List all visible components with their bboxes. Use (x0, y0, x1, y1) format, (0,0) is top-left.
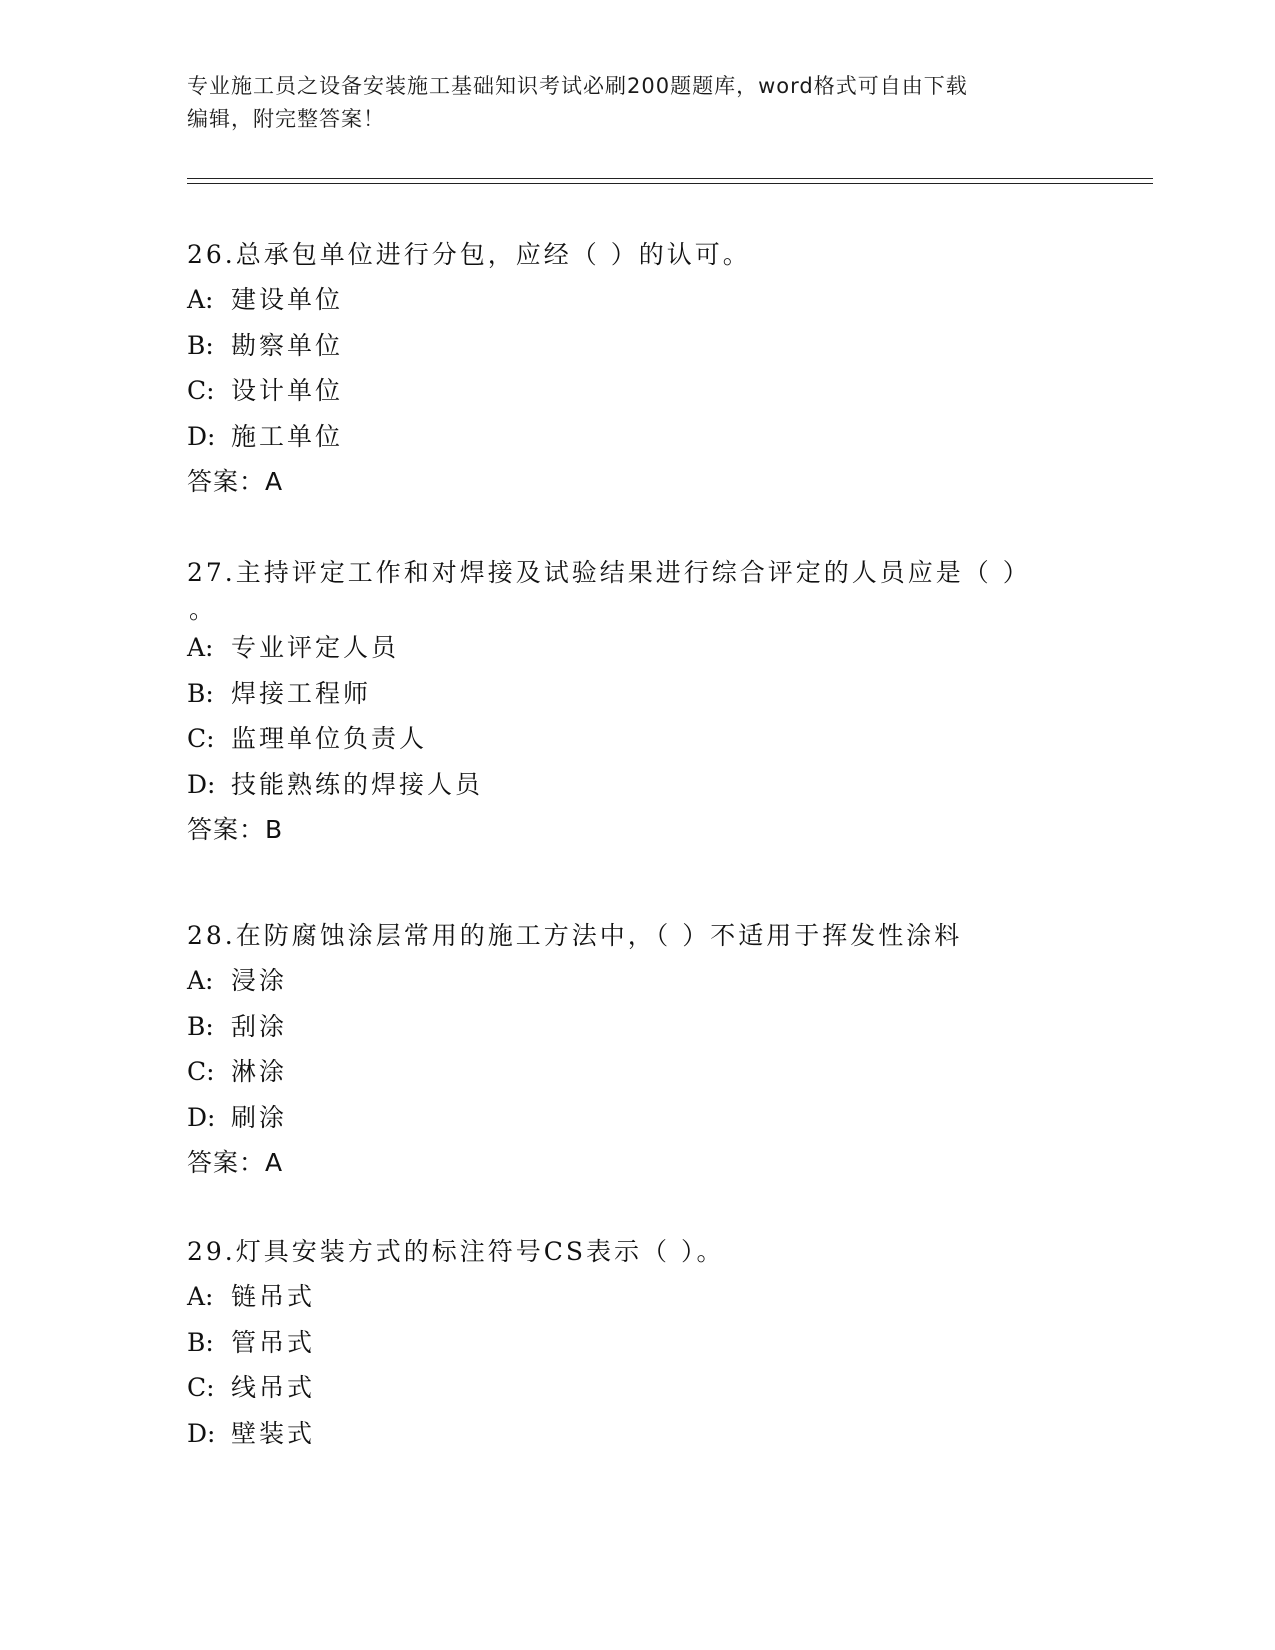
answer-label: 答案： (187, 1148, 266, 1177)
answer-value: B (265, 815, 284, 844)
option-b (187, 1320, 1067, 1366)
option-key: B: (187, 1011, 214, 1041)
option-text: 建设单位 (231, 285, 344, 314)
option-key: A: (187, 285, 214, 314)
document-header (187, 70, 1067, 136)
question-stem: 26.总承包单位进行分包，应经（ ）的认可。 (187, 240, 751, 269)
option-key: B: (187, 330, 214, 360)
option-text: 监理单位负责人 (231, 724, 428, 753)
option-c (187, 368, 1067, 414)
option-key: A: (187, 1282, 214, 1311)
option-key: C: (187, 376, 215, 405)
option-key: D: (187, 421, 216, 451)
option-c (187, 1049, 1067, 1095)
option-text: 勘察单位 (231, 330, 344, 360)
question-stem: 29.灯具安装方式的标注符号CS表示（ ）。 (187, 1237, 725, 1266)
option-d (187, 1411, 1067, 1457)
option-b (187, 323, 1067, 369)
option-key: A: (187, 966, 214, 995)
option-a (187, 625, 1067, 671)
question-stem-tail: 。 (189, 595, 215, 624)
header-divider-top (187, 178, 1153, 179)
option-text: 设计单位 (231, 376, 344, 405)
option-c (187, 1365, 1067, 1411)
option-text: 壁装式 (231, 1418, 316, 1448)
option-text: 技能熟练的焊接人员 (231, 769, 484, 799)
question-26 (187, 232, 1067, 505)
option-key: D: (187, 1418, 216, 1448)
answer-line (187, 459, 1067, 505)
option-b (187, 1004, 1067, 1050)
option-text: 施工单位 (231, 421, 344, 451)
option-d (187, 762, 1067, 808)
option-text: 浸涂 (231, 966, 288, 995)
option-text: 线吊式 (231, 1373, 316, 1402)
answer-value: A (265, 467, 284, 496)
header-divider-bottom (187, 183, 1153, 184)
option-a (187, 277, 1067, 323)
option-d (187, 1095, 1067, 1141)
header-line-1: 专业施工员之设备安装施工基础知识考试必刷200题题库，word格式可自由下载 (187, 74, 968, 98)
question-28 (187, 913, 1067, 1186)
header-line-2: 编辑，附完整答案！ (187, 107, 385, 131)
option-key: B: (187, 1327, 214, 1357)
option-key: A: (187, 633, 214, 662)
answer-line (187, 807, 1067, 853)
option-text: 链吊式 (231, 1282, 316, 1311)
option-c (187, 716, 1067, 762)
option-a (187, 1274, 1067, 1320)
option-text: 淋涂 (231, 1057, 288, 1086)
option-text: 刮涂 (231, 1011, 288, 1041)
option-key: B: (187, 678, 214, 708)
option-key: D: (187, 769, 216, 799)
option-key: C: (187, 1057, 215, 1086)
option-a (187, 958, 1067, 1004)
question-stem: 28.在防腐蚀涂层常用的施工方法中，（ ）不适用于挥发性涂料 (187, 921, 963, 950)
option-key: C: (187, 724, 215, 753)
answer-label: 答案： (187, 467, 266, 496)
answer-line (187, 1140, 1067, 1186)
option-text: 管吊式 (231, 1327, 316, 1357)
option-text: 刷涂 (231, 1102, 288, 1132)
option-text: 焊接工程师 (231, 678, 372, 708)
question-stem: 27.主持评定工作和对焊接及试验结果进行综合评定的人员应是（ ） (187, 558, 1031, 587)
option-d (187, 414, 1067, 460)
question-29 (187, 1229, 1067, 1456)
answer-label: 答案： (187, 815, 266, 844)
answer-value: A (265, 1148, 284, 1177)
question-27 (187, 550, 1067, 853)
option-b (187, 671, 1067, 717)
option-key: D: (187, 1102, 216, 1132)
option-key: C: (187, 1373, 215, 1402)
option-text: 专业评定人员 (231, 633, 400, 662)
